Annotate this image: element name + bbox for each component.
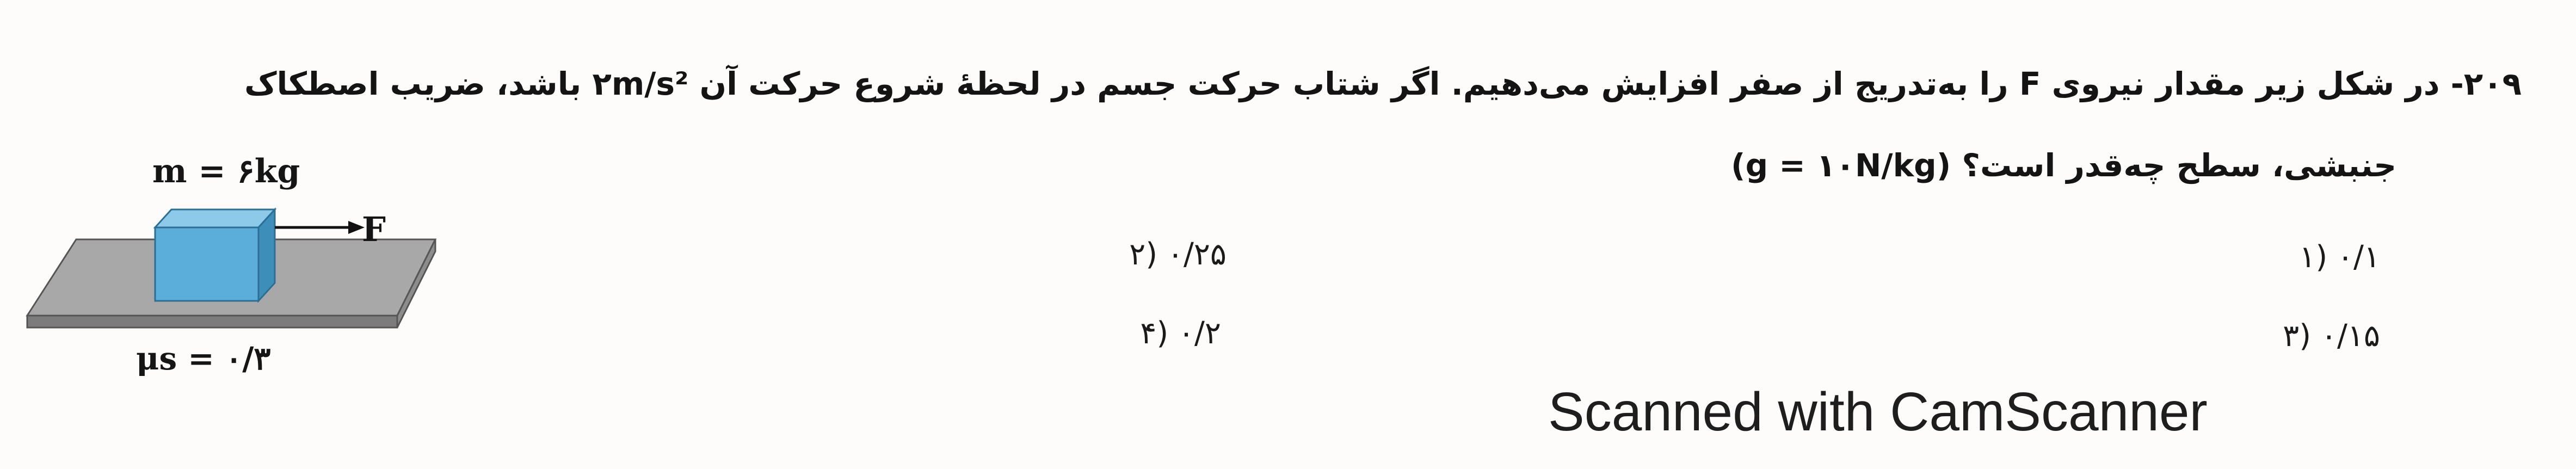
- mass-label: m = ۶kg: [152, 152, 300, 190]
- force-label: F: [362, 209, 386, 249]
- friction-coefficient-label: μs = ۰/۳: [136, 340, 271, 377]
- camscanner-watermark: Scanned with CamScanner: [1548, 381, 2208, 442]
- physics-diagram: [16, 185, 452, 343]
- option-4: ۰/۲ (۴: [1140, 316, 1221, 351]
- question-text-line-1: ۲۰۹- در شکل زیر مقدار نیروی F را به‌تدریج از صفر افزایش می‌دهیم. اگر شتاب حرکت جسم در لحظهٔ شروع حرکت آن ۲m/s² باشد، ضریب اصطکاک: [244, 65, 2522, 102]
- option-1: ۰/۱ (۱: [2299, 239, 2380, 275]
- block-front: [155, 227, 258, 301]
- question-text-line-2: جنبشی، سطح چه‌قدر است؟ (g = ۱۰N/kg): [1731, 147, 2396, 184]
- block-top: [155, 209, 275, 227]
- option-2: ۰/۲۵ (۲: [1129, 237, 1227, 272]
- surface-front: [27, 316, 397, 328]
- option-3: ۰/۱۵ (۳: [2283, 318, 2380, 354]
